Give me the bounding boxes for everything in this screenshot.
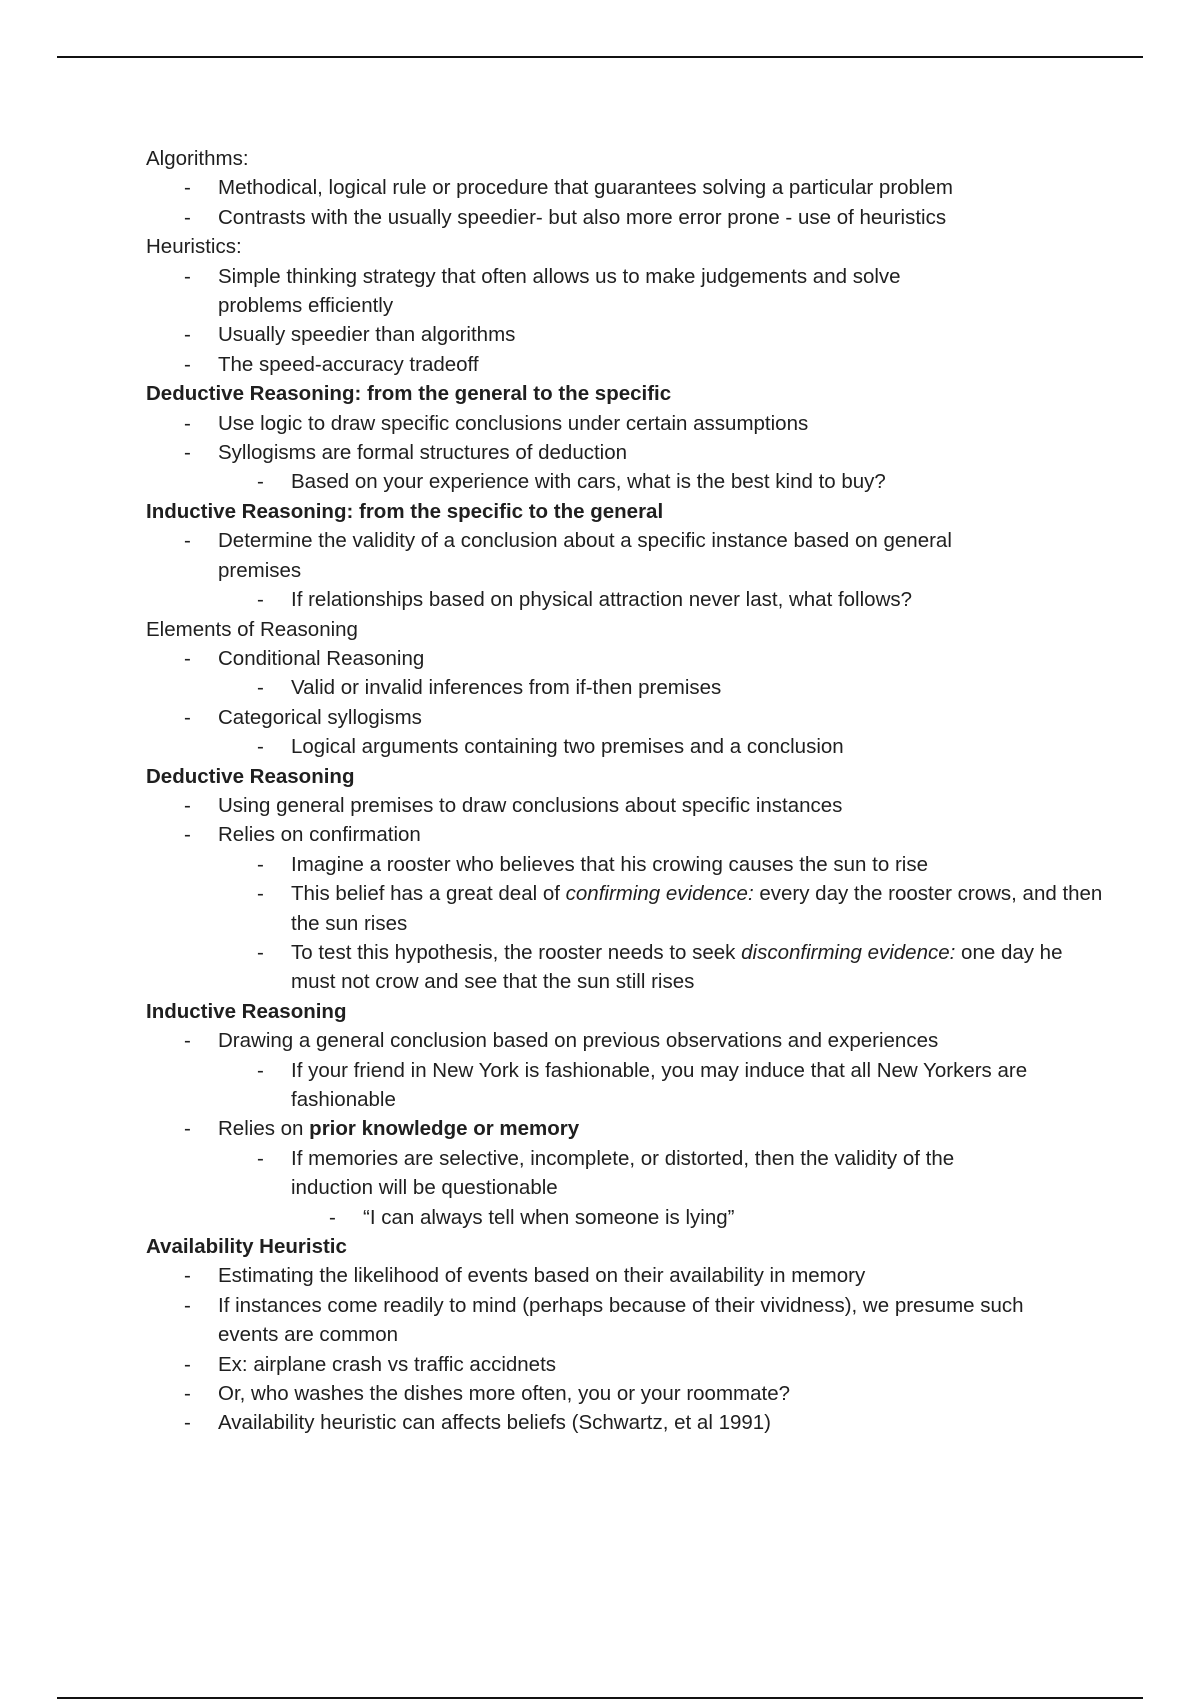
sub-list-item-disconfirming bbox=[146, 938, 1106, 997]
text-run: one day he must not crow and see that the sun still rises bbox=[291, 940, 1063, 994]
text-run: This belief has a great deal of bbox=[291, 882, 566, 906]
notes-document bbox=[146, 144, 1106, 1438]
heading-availability-heuristic: Availability Heuristic bbox=[146, 1235, 347, 1259]
heading-deductive-reasoning-general: Deductive Reasoning: from the general to the specific bbox=[146, 382, 672, 406]
list-item: - Drawing a general conclusion based on previous observations and experiences bbox=[146, 1026, 1106, 1055]
list-item: - Conditional Reasoning bbox=[146, 644, 1106, 673]
sub-list-item: - Valid or invalid inferences from if-then premises bbox=[146, 673, 1106, 702]
list-item: - The speed-accuracy tradeoff bbox=[146, 350, 1106, 379]
bottom-rule bbox=[57, 1697, 1143, 1699]
heading-inductive-reasoning-specific: Inductive Reasoning: from the specific to the general bbox=[146, 499, 664, 523]
list-item: - Simple thinking strategy that often allows us to make judgements and solve problems efficiently bbox=[146, 262, 1106, 321]
text-run: every day the rooster crows, and then the sun rises bbox=[291, 882, 1103, 935]
heading-deductive-reasoning: Deductive Reasoning bbox=[146, 764, 355, 788]
list-item: - Contrasts with the usually speedier- but also more error prone - use of heuristics bbox=[146, 203, 1106, 232]
sub-list-item-confirming bbox=[146, 879, 1106, 938]
sub-list-item: - If your friend in New York is fashionable, you may induce that all New Yorkers are fashionable bbox=[146, 1056, 1106, 1115]
list-item: - Availability heuristic can affects beliefs (Schwartz, et al 1991) bbox=[146, 1408, 1106, 1437]
sub-list-item: - Logical arguments containing two premises and a conclusion bbox=[146, 732, 1106, 761]
list-item: - Determine the validity of a conclusion about a specific instance based on general premises bbox=[146, 526, 1106, 585]
list-item: - Estimating the likelihood of events based on their availability in memory bbox=[146, 1261, 1106, 1290]
heading-heuristics: Heuristics: bbox=[146, 235, 242, 259]
heading-algorithms: Algorithms: bbox=[146, 147, 249, 170]
list-item: - Relies on confirmation bbox=[146, 820, 1106, 849]
top-rule bbox=[57, 56, 1143, 58]
list-item: - Categorical syllogisms bbox=[146, 703, 1106, 732]
sub-list-item: - If memories are selective, incomplete, or distorted, then the validity of the induction will be questionable bbox=[146, 1144, 1106, 1203]
list-item-prior-knowledge bbox=[146, 1114, 1106, 1143]
list-item: - Or, who washes the dishes more often, you or your roommate? bbox=[146, 1379, 1106, 1408]
sub-list-item: - If relationships based on physical attraction never last, what follows? bbox=[146, 585, 1106, 614]
list-item: - Using general premises to draw conclusions about specific instances bbox=[146, 791, 1106, 820]
list-item: - If instances come readily to mind (perhaps because of their vividness), we presume such events are common bbox=[146, 1291, 1106, 1350]
emphasis-confirming-evidence: confirming evidence: bbox=[565, 882, 754, 906]
list-item: - Usually speedier than algorithms bbox=[146, 320, 1106, 349]
list-item: - Methodical, logical rule or procedure that guarantees solving a particular problem bbox=[146, 173, 1106, 202]
list-item: - Syllogisms are formal structures of deduction bbox=[146, 438, 1106, 467]
text-run: To test this hypothesis, the rooster needs to seek bbox=[291, 940, 742, 964]
list-item: - Ex: airplane crash vs traffic accidnets bbox=[146, 1350, 1106, 1379]
text-run: Relies on bbox=[218, 1117, 310, 1141]
list-item: - Use logic to draw specific conclusions under certain assumptions bbox=[146, 409, 1106, 438]
strong-prior-knowledge: prior knowledge or memory bbox=[309, 1117, 580, 1141]
sub-list-item: - Based on your experience with cars, what is the best kind to buy? bbox=[146, 467, 1106, 496]
heading-elements-of-reasoning: Elements of Reasoning bbox=[146, 617, 358, 641]
sub-list-item: - Imagine a rooster who believes that his crowing causes the sun to rise bbox=[146, 850, 1106, 879]
emphasis-disconfirming-evidence: disconfirming evidence: bbox=[741, 940, 956, 964]
sub-sub-list-item: - “I can always tell when someone is lying” bbox=[146, 1203, 1106, 1232]
heading-inductive-reasoning: Inductive Reasoning bbox=[146, 999, 347, 1023]
